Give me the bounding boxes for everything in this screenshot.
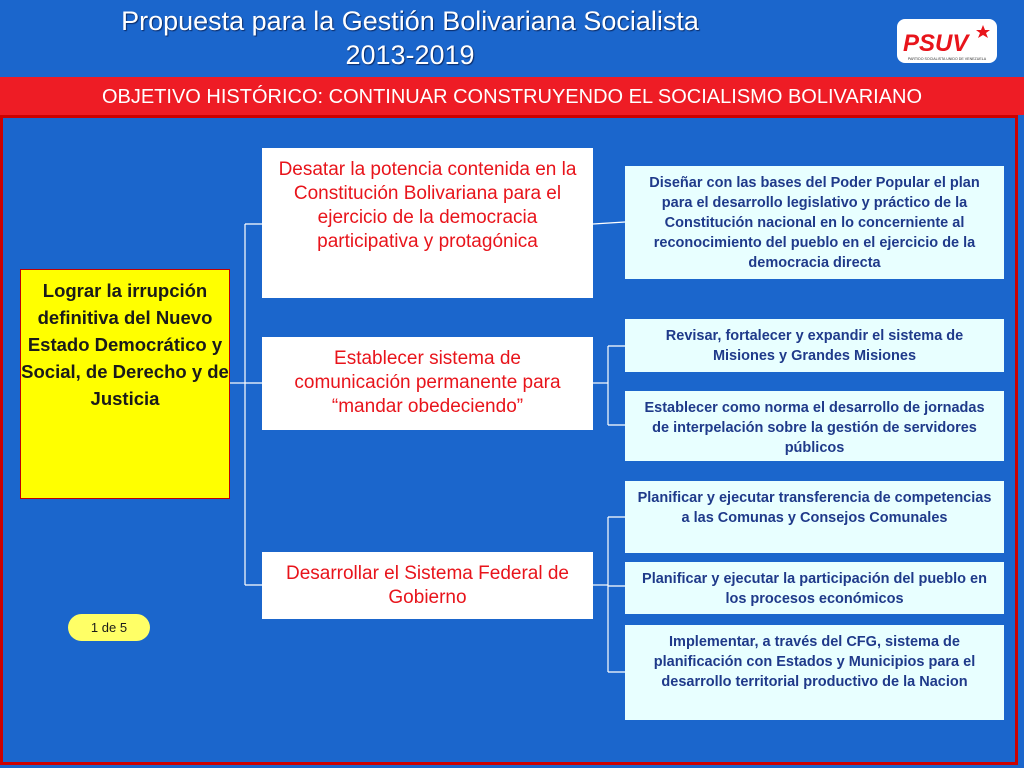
leaf-box-misiones: Revisar, fortalecer y expandir el sistema de Misiones y Grandes Misiones xyxy=(625,319,1004,372)
root-objective-box: Lograr la irrupción definitiva del Nuevo Estado Democrático y Social, de Derecho y de Justicia xyxy=(20,269,230,499)
leaf-box-participacion: Planificar y ejecutar la participación del pueblo en los procesos económicos xyxy=(625,562,1004,614)
logo-text: PSUV xyxy=(903,30,969,57)
connector-leaf-1 xyxy=(593,222,625,224)
leaf-box-interpelacion: Establecer como norma el desarrollo de jornadas de interpelación sobre la gestión de servidores públicos xyxy=(625,391,1004,461)
branch-box-constitution: Desatar la potencia contenida en la Constitución Bolivariana para el ejercicio de la democracia participativa y protagónica xyxy=(262,148,593,298)
logo-subtext: PARTIDO SOCIALISTA UNIDO DE VENEZUELA xyxy=(907,57,987,61)
title-line-1: Propuesta para la Gestión Bolivariana Socialista xyxy=(121,6,699,36)
title-line-2: 2013-2019 xyxy=(345,40,475,70)
branch-box-federal-system: Desarrollar el Sistema Federal de Gobierno xyxy=(262,552,593,619)
branch-box-communication: Establecer sistema de comunicación permanente para “mandar obedeciendo” xyxy=(262,337,593,430)
objective-banner-text: OBJETIVO HISTÓRICO: CONTINUAR CONSTRUYENDO EL SOCIALISMO BOLIVARIANO xyxy=(101,86,923,108)
page-indicator: 1 de 5 xyxy=(68,614,150,641)
leaf-box-competencias: Planificar y ejecutar transferencia de competencias a las Comunas y Consejos Comunales xyxy=(625,481,1004,553)
leaf-box-legislative-plan: Diseñar con las bases del Poder Popular el plan para el desarrollo legislativo y práctico de la Constitución nacional en lo concerniente al reconocimiento del pueblo en el ejercicio de la democracia directa xyxy=(625,166,1004,279)
leaf-box-cfg-planificacion: Implementar, a través del CFG, sistema de planificación con Estados y Municipios para el desarrollo territorial productivo de la Nacion xyxy=(625,625,1004,720)
